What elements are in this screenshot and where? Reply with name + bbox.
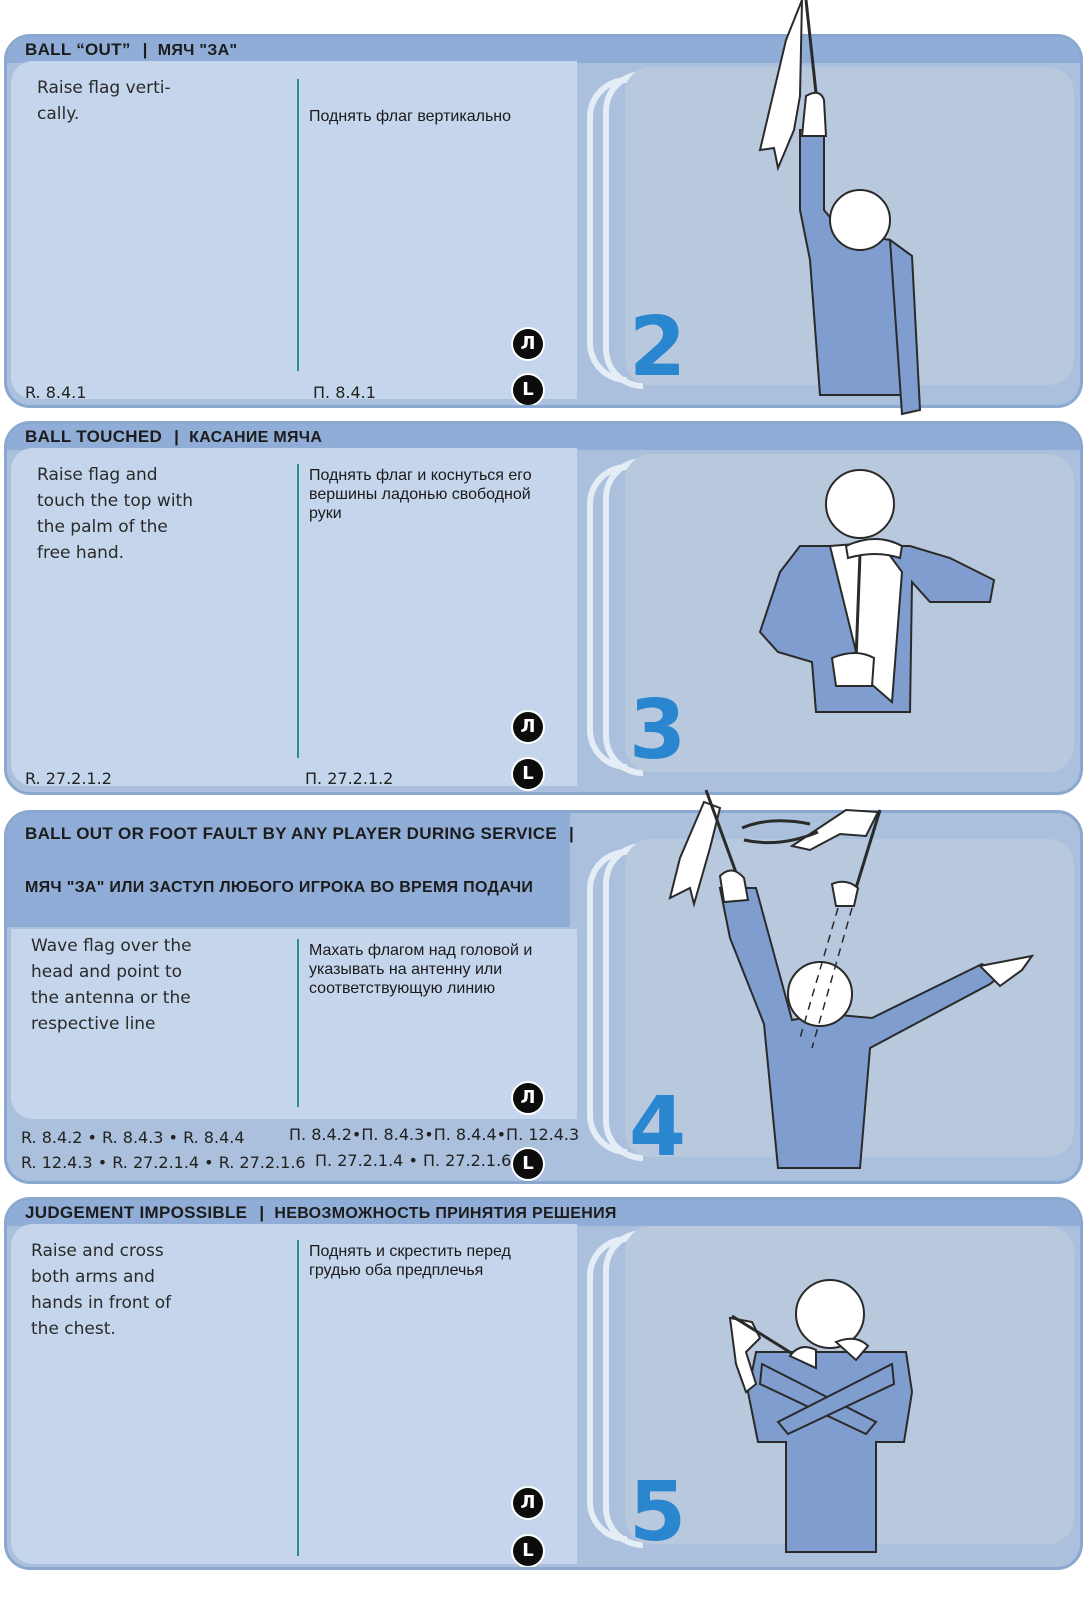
signal-number: 5 (629, 1465, 687, 1560)
rule-ref-ru: П. 27.2.1.2 (305, 769, 394, 788)
description-ru: Поднять флаг вертикально (309, 108, 512, 125)
rule-ref-ru-line2: П. 27.2.1.4 • П. 27.2.1.6 (315, 1151, 512, 1170)
description-panel (11, 1224, 577, 1564)
title-en: BALL OUT OR FOOT FAULT BY ANY PLAYER DURING SERVICE (25, 824, 557, 843)
referee-flag-raised-figure (740, 0, 960, 430)
title-separator: | (259, 1203, 265, 1222)
title-separator: | (568, 824, 575, 843)
badge-ru-l: Л (513, 712, 543, 742)
rule-ref-en-line2: R. 12.4.3 • R. 27.2.1.4 • R. 27.2.1.6 (21, 1153, 306, 1172)
rule-ref-ru: П. 8.4.1 (313, 383, 376, 402)
column-divider (297, 79, 299, 371)
column-divider (297, 464, 299, 758)
column-divider (297, 939, 299, 1107)
referee-crossed-arms-figure (716, 1272, 936, 1562)
title-ru: МЯЧ "ЗА" ИЛИ ЗАСТУП ЛЮБОГО ИГРОКА ВО ВРЕМЯ ПОДАЧИ (25, 879, 534, 896)
rule-ref-en-line1: R. 8.4.2 • R. 8.4.3 • R. 8.4.4 (21, 1128, 245, 1147)
column-divider (297, 1240, 299, 1556)
signal-title-bar (7, 813, 575, 927)
referee-touch-flag-figure (750, 462, 1010, 722)
description-en: Wave flag over the head and point to the antenna or the respective line (31, 936, 192, 1034)
description-panel (11, 448, 577, 786)
badge-en-l: L (513, 375, 543, 405)
badge-en-l: L (513, 1536, 543, 1566)
rule-ref-ru-line1: П. 8.4.2•П. 8.4.3•П. 8.4.4•П. 12.4.3 (289, 1125, 580, 1144)
description-en: Raise flag verti- cally. (37, 78, 171, 124)
referee-wave-and-point-figure (660, 788, 1060, 1188)
signal-title-bar (7, 1200, 1080, 1226)
title-en: BALL TOUCHED (25, 427, 163, 446)
title-en: BALL “OUT” (25, 40, 131, 59)
badge-ru-l: Л (513, 329, 543, 359)
badge-en-l: L (513, 1149, 543, 1179)
title-separator: | (174, 427, 180, 446)
title-ru: КАСАНИЕ МЯЧА (189, 429, 323, 446)
signal-title-bar (7, 424, 1080, 450)
rule-ref-en: R. 27.2.1.2 (25, 769, 112, 788)
signal-number: 4 (629, 1080, 687, 1175)
signal-number: 3 (629, 683, 687, 778)
description-ru: Поднять флаг и коснуться его вершины ладонью свободной руки (309, 467, 532, 522)
description-panel (11, 929, 577, 1119)
description-ru: Поднять и скрестить перед грудью оба предплечья (309, 1243, 511, 1279)
title-separator: | (142, 40, 148, 59)
description-ru: Махать флагом над головой и указывать на антенну или соответствующую линию (309, 942, 533, 997)
title-en: JUDGEMENT IMPOSSIBLE (25, 1203, 248, 1222)
description-en: Raise flag and touch the top with the palm of the free hand. (37, 465, 193, 563)
title-ru: МЯЧ "ЗА" (157, 42, 238, 59)
badge-ru-l: Л (513, 1488, 543, 1518)
title-ru: НЕВОЗМОЖНОСТЬ ПРИНЯТИЯ РЕШЕНИЯ (274, 1205, 617, 1222)
badge-en-l: L (513, 759, 543, 789)
description-panel (11, 61, 577, 399)
signal-number: 2 (629, 300, 687, 395)
rule-ref-en: R. 8.4.1 (25, 383, 87, 402)
description-en: Raise and cross both arms and hands in front of the chest. (31, 1241, 172, 1339)
badge-ru-l: Л (513, 1083, 543, 1113)
